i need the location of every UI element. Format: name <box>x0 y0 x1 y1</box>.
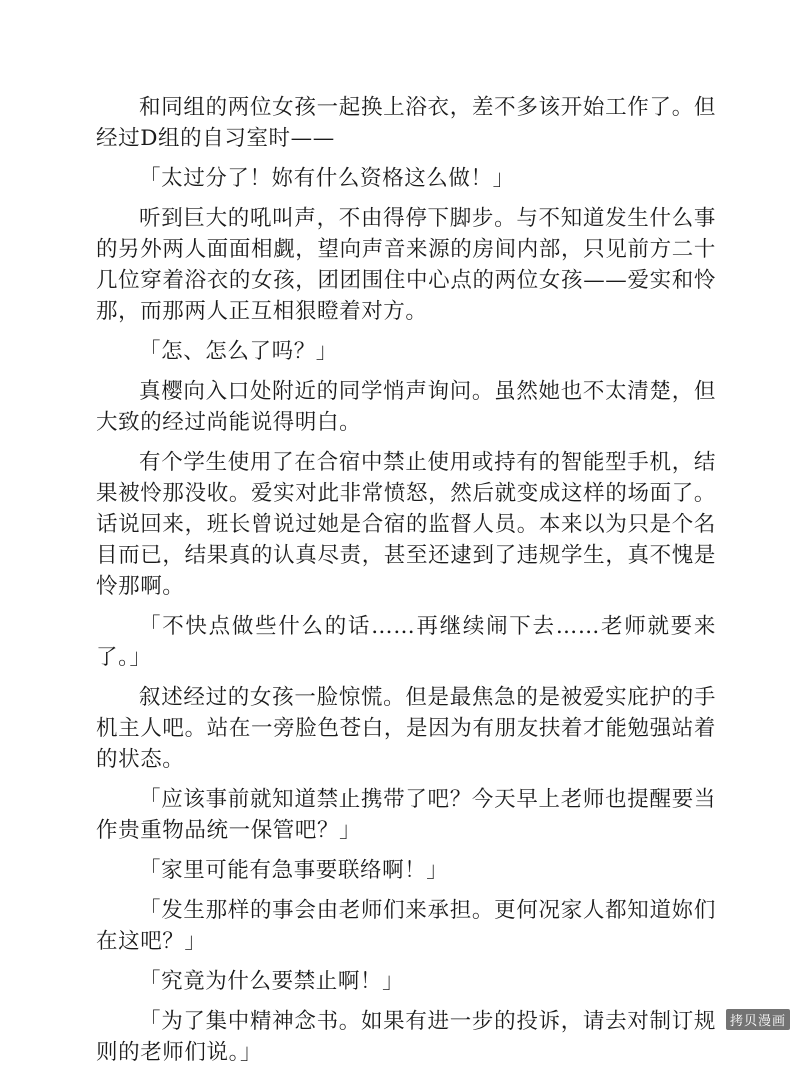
paragraph: 「不快点做些什么的话……再继续闹下去……老师就要来了。」 <box>96 614 716 670</box>
paragraph: 叙述经过的女孩一脸惊慌。但是最焦急的是被爱实庇护的手机主人吧。站在一旁脸色苍白，是因为有朋友扶着才能勉强站着的状态。 <box>96 685 716 772</box>
paragraph: 「究竟为什么要禁止啊！」 <box>139 969 405 994</box>
paragraph: 「怎、怎么了吗？」 <box>139 339 338 364</box>
watermark: 拷贝漫画 <box>726 1009 790 1030</box>
paragraph: 有个学生使用了在合宿中禁止使用或持有的智能型手机，结果被怜那没收。爱实对此非常愤怒，然后就变成这样的场面了。话说回来，班长曾说过她是合宿的监督人员。本来以为只是个名目而已，结果真的认真尽责，甚至还逮到了违规学生，真不愧是怜那啊。 <box>96 450 716 599</box>
paragraph: 「为了集中精神念书。如果有进一步的投诉，请去对制订规则的老师们说。」 <box>96 1009 716 1065</box>
paragraph: 「发生那样的事会由老师们来承担。更何况家人都知道妳们在这吧？」 <box>96 898 716 954</box>
paragraph: 听到巨大的吼叫声，不由得停下脚步。与不知道发生什么事的另外两人面面相觑，望向声音来源的房间内部，只见前方二十几位穿着浴衣的女孩，团团围住中心点的两位女孩——爱实和怜那，而那两人正互相狠瞪着对方。 <box>96 206 716 324</box>
paragraph: 「太过分了！妳有什么资格这么做！」 <box>139 166 515 191</box>
paragraph: 「家里可能有急事要联络啊！」 <box>139 858 449 883</box>
novel-page <box>96 92 716 1077</box>
paragraph: 真樱向入口处附近的同学悄声询问。虽然她也不太清楚，但大致的经过尚能说得明白。 <box>96 379 716 435</box>
paragraph: 和同组的两位女孩一起换上浴衣，差不多该开始工作了。但经过D组的自习室时—— <box>96 95 716 151</box>
paragraph: 「应该事前就知道禁止携带了吧？今天早上老师也提醒要当作贵重物品统一保管吧？」 <box>96 787 716 843</box>
